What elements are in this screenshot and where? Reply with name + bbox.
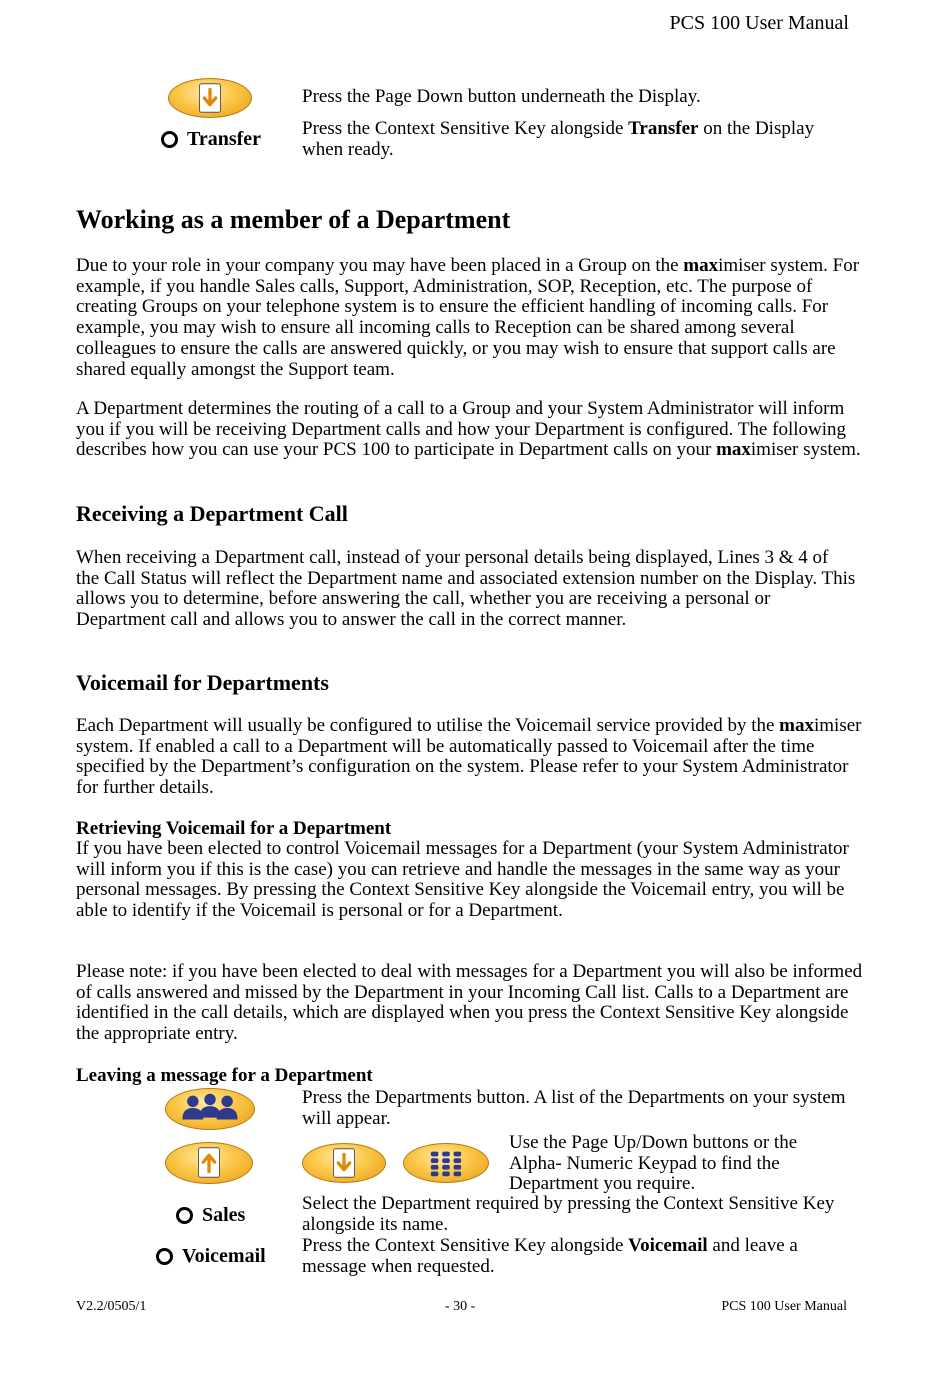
paragraph-voicemail (76, 716, 866, 799)
bullet-icon (176, 1207, 193, 1224)
key-transfer-label: Transfer (187, 128, 262, 150)
brand-rest: imiser (750, 439, 799, 461)
section-title-department: Working as a member of a Department (76, 205, 511, 234)
page-down-button[interactable] (168, 78, 252, 118)
brand-rest: imiser (718, 255, 766, 276)
subsection-title-retrieving: Retrieving Voicemail for a Department (76, 818, 392, 839)
paragraph-voicemail-pre: Each Department will usually be configured to utilise the Voicemail service provided by the (76, 715, 780, 736)
departments-button[interactable] (165, 1088, 255, 1130)
brand-max: max (779, 715, 814, 736)
step-transfer (302, 119, 842, 160)
section-title-voicemail: Voicemail for Departments (76, 670, 329, 695)
brand-max: max (683, 255, 719, 276)
page-down-icon (169, 79, 251, 117)
brand-max: max (716, 439, 751, 461)
bullet-icon (156, 1248, 173, 1265)
paragraph-note: Please note: if you have been elected to deal with messages for a Department you will also be informed of calls answered and missed by the Department in your Incoming Call list. Calls to a Department are identified in the call details, which are displayed when you press the Context Sensitive Key alongside the appropriate entry. (76, 961, 863, 1045)
key-voicemail[interactable] (156, 1245, 266, 1268)
section-title-receiving: Receiving a Department Call (76, 501, 348, 526)
step-voicemail-bold: Voicemail (628, 1235, 708, 1256)
step-find-department: Use the Page Up/Down buttons or the Alpha- Numeric Keypad to find the Department you require. (509, 1132, 798, 1195)
page-down-icon (303, 1144, 385, 1182)
step-select-department: Select the Department required by pressing the Context Sensitive Key alongside its name. (302, 1193, 835, 1235)
page-up-button[interactable] (165, 1142, 253, 1184)
departments-icon (166, 1089, 254, 1129)
footer-version: V2.2/0505/1 (76, 1299, 147, 1314)
key-sales-label: Sales (202, 1204, 246, 1226)
page-up-icon (166, 1143, 252, 1183)
step-page-down: Press the Page Down button underneath the Display. (302, 86, 701, 107)
step-voicemail (302, 1236, 847, 1277)
keypad-icon (404, 1144, 488, 1182)
paragraph-routing-pre: A Department determines the routing of a call to a Group and your System Administrator will inform you if you will be receiving Department calls and how your Department is configured. The following describes how you can use your PCS 100 to participate in Department calls on your (76, 398, 847, 461)
key-sales[interactable] (176, 1204, 245, 1227)
brand-rest: imiser (814, 715, 862, 736)
key-voicemail-label: Voicemail (182, 1245, 266, 1267)
step-transfer-post: on the Display when ready. (302, 118, 815, 160)
step-transfer-bold: Transfer (628, 118, 699, 139)
step-transfer-pre: Press the Context Sensitive Key alongside (302, 118, 629, 139)
paragraph-routing-post: system. (798, 439, 861, 461)
paragraph-retrieving: If you have been elected to control Voicemail messages for a Department (your System Administrator will inform you if this is the case) you can retrieve and handle the messages in the same way as your personal messages. By pressing the Context Sensitive Key alongside the Voicemail entry, you will be able to identify if the Voicemail is personal or for a Department. (76, 838, 849, 922)
paragraph-groups-pre: Due to your role in your company you may have been placed in a Group on the (76, 255, 684, 276)
bullet-icon (161, 131, 178, 148)
step-voicemail-post: and leave a message when requested. (302, 1235, 798, 1277)
paragraph-groups-post: system. For example, if you handle Sales calls, Support, Administration, SOP, Reception, etc. The purpose of creating Groups on your telephone system is to ensure the efficient handling of incoming calls. For example, you may wish to ensure all incoming calls to Reception can be shared among several colleagues to ensure the calls are answered quickly, or you may wish to ensure that support calls are shared equally amongst the Support team. (76, 255, 860, 380)
footer-title: PCS 100 User Manual (721, 1299, 847, 1314)
page-header-title: PCS 100 User Manual (669, 12, 849, 34)
paragraph-voicemail-post: system. If enabled a call to a Department will be automatically passed to Voicemail after the time specified by the Department’s configuration on the system. Please refer to your System Administrator for further details. (76, 735, 849, 799)
footer-page-number: - 30 - (445, 1299, 476, 1314)
key-transfer[interactable] (161, 128, 261, 151)
keypad-button[interactable] (403, 1143, 489, 1183)
subsection-title-leaving: Leaving a message for a Department (76, 1065, 373, 1086)
paragraph-receiving: When receiving a Department call, instead of your personal details being displayed, Lines 3 & 4 of the Call Status will reflect the Department name and associated extension number on the Display. This allows you to determine, before answering the call, whether you are receiving a personal or Department call and allows you to answer the call in the correct manner. (76, 547, 856, 631)
paragraph-groups (76, 256, 861, 380)
step-voicemail-pre: Press the Context Sensitive Key alongside (302, 1235, 629, 1256)
paragraph-routing (76, 399, 866, 461)
step-press-departments: Press the Departments button. A list of the Departments on your system will appear. (302, 1087, 846, 1129)
page-down-button-2[interactable] (302, 1143, 386, 1183)
